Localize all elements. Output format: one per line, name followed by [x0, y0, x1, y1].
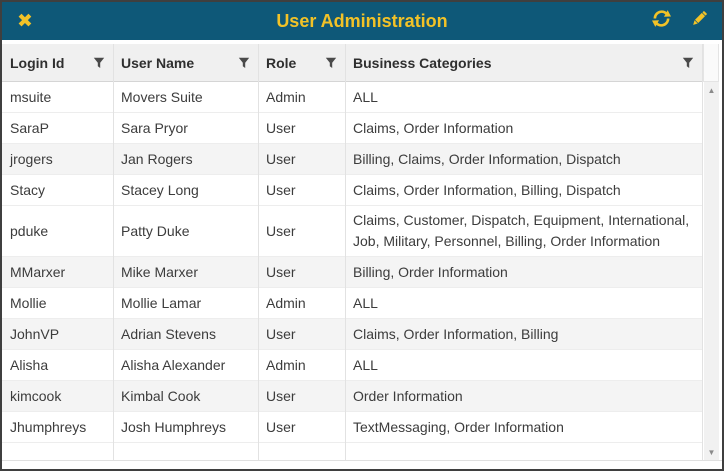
cell-role: User	[266, 418, 296, 435]
table-body	[2, 82, 702, 461]
cell-business-categories: TextMessaging, Order Information	[353, 418, 564, 435]
table-row[interactable]	[2, 257, 702, 288]
table-row[interactable]	[2, 175, 702, 206]
scroll-down-icon: ▼	[707, 447, 716, 457]
filter-funnel-icon[interactable]	[324, 56, 337, 69]
header-cell-user-name[interactable]	[113, 44, 258, 81]
table-row[interactable]	[2, 319, 702, 350]
column-separator	[345, 44, 346, 460]
cell-login-id: jrogers	[10, 150, 53, 167]
cell-login-id: pduke	[10, 222, 49, 239]
scroll-up-button[interactable]	[704, 82, 719, 98]
cell-role: User	[266, 263, 296, 280]
filter-funnel-icon[interactable]	[237, 56, 250, 69]
cell-business-categories: ALL	[353, 356, 378, 373]
scroll-down-button[interactable]	[704, 444, 719, 460]
table-row[interactable]	[2, 206, 702, 257]
cell-user-name: Movers Suite	[121, 88, 203, 105]
vertical-scrollbar[interactable]	[704, 82, 719, 460]
refresh-icon	[652, 9, 671, 33]
header-label: Role	[266, 54, 297, 71]
title-bar	[2, 2, 722, 40]
cell-login-id: msuite	[10, 88, 52, 105]
header-cell-role[interactable]	[258, 44, 345, 81]
filter-funnel-icon[interactable]	[681, 56, 694, 69]
header-cell-business-categories[interactable]	[345, 44, 702, 81]
edit-button[interactable]	[688, 10, 710, 32]
cell-login-id: MMarxer	[10, 263, 66, 280]
cell-role: User	[266, 325, 296, 342]
cell-business-categories: ALL	[353, 294, 378, 311]
users-grid	[2, 44, 722, 461]
cell-login-id: Stacy	[10, 181, 46, 198]
column-separator	[258, 44, 259, 460]
cell-business-categories: Order Information	[353, 387, 463, 404]
column-separator	[702, 44, 703, 460]
scroll-up-icon: ▲	[707, 85, 716, 95]
window-title: User Administration	[276, 10, 448, 31]
cell-role: Admin	[266, 356, 306, 373]
table-row[interactable]	[2, 288, 702, 319]
table-row[interactable]	[2, 113, 702, 144]
cell-role: User	[266, 181, 296, 198]
cell-business-categories: ALL	[353, 88, 378, 105]
cell-user-name: Mollie Lamar	[121, 294, 202, 311]
cell-login-id: kimcook	[10, 387, 62, 404]
cell-user-name: Stacey Long	[121, 181, 199, 198]
cell-user-name: Mike Marxer	[121, 263, 199, 280]
header-label: Login Id	[10, 54, 65, 71]
table-row[interactable]	[2, 381, 702, 412]
cell-role: Admin	[266, 88, 306, 105]
cell-role: Admin	[266, 294, 306, 311]
pencil-icon	[690, 9, 709, 33]
refresh-button[interactable]	[650, 10, 672, 32]
cell-role: User	[266, 150, 296, 167]
cell-user-name: Sara Pryor	[121, 119, 188, 136]
filter-funnel-icon[interactable]	[92, 56, 105, 69]
cell-business-categories: Claims, Order Information, Billing, Dispatch	[353, 181, 621, 198]
header-label: User Name	[121, 54, 195, 71]
cell-business-categories: Claims, Customer, Dispatch, Equipment, International, Job, Military, Personnel, Billing, Order Information	[353, 212, 690, 249]
cell-role: User	[266, 387, 296, 404]
close-button[interactable]	[10, 7, 40, 35]
cell-login-id: SaraP	[10, 119, 49, 136]
cell-login-id: Alisha	[10, 356, 49, 373]
header-label: Business Categories	[353, 54, 492, 71]
table-row[interactable]	[2, 350, 702, 381]
table-row[interactable]	[2, 412, 702, 443]
table-row[interactable]	[2, 144, 702, 175]
cell-business-categories: Claims, Order Information, Billing	[353, 325, 559, 342]
column-separator	[113, 44, 114, 460]
cell-login-id: Jhumphreys	[10, 418, 87, 435]
cell-business-categories: Billing, Claims, Order Information, Dispatch	[353, 150, 621, 167]
cell-login-id: Mollie	[10, 294, 47, 311]
cell-user-name: Alisha Alexander	[121, 356, 226, 373]
cell-login-id: JohnVP	[10, 325, 60, 342]
cell-user-name: Adrian Stevens	[121, 325, 216, 342]
cell-user-name: Kimbal Cook	[121, 387, 201, 404]
titlebar-actions	[650, 10, 722, 32]
cell-business-categories: Billing, Order Information	[353, 263, 508, 280]
cell-user-name: Patty Duke	[121, 222, 190, 239]
table-row[interactable]	[2, 82, 702, 113]
cell-user-name: Josh Humphreys	[121, 418, 227, 435]
cell-business-categories: Claims, Order Information	[353, 119, 514, 136]
cell-role: User	[266, 222, 296, 239]
close-icon: ✖	[17, 10, 33, 32]
cell-role: User	[266, 119, 296, 136]
scrollbar-header-corner	[703, 44, 719, 82]
header-cell-login-id[interactable]	[2, 44, 113, 81]
cell-user-name: Jan Rogers	[121, 150, 193, 167]
grid-header-row	[2, 44, 702, 82]
